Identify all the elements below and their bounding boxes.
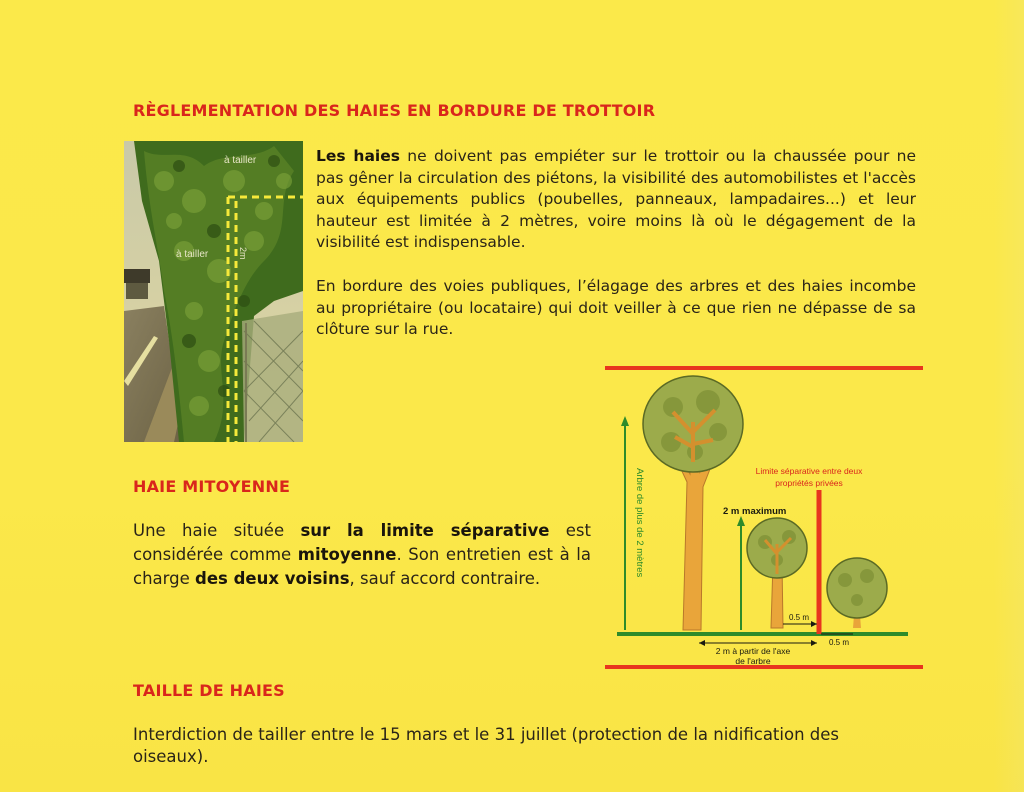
mitoyenne-text-2: est considérée comme [133, 521, 592, 564]
hedge-photo-illustration [124, 141, 303, 442]
scan-edge-shade [994, 0, 1024, 792]
limit-label-1: Limite séparative entre deux [755, 466, 863, 476]
photo-label-side: à tailler [176, 249, 209, 260]
mitoyenne-bold-3: des deux voisins [195, 569, 350, 588]
paragraph-haies-text: ne doivent pas empiéter sur le trottoir ou la chaussée pour ne pas gêner la circulation des piétons, la visibilité des automobilistes et l'accès aux équipements publics (poubelles, panneaux, lampadaires...) et leur hauteur est limitée à 2 mètres, voire moins là où le dégagement de la visibilité est indispensable. [316, 147, 916, 252]
axis-label-2: de l'arbre [735, 656, 771, 666]
dist-label-2: 0.5 m [829, 638, 850, 647]
section-title-taille: TAILLE DE HAIES [133, 681, 285, 700]
mitoyenne-bold-1: sur la limite séparative [300, 521, 550, 540]
hedge-distance-diagram [603, 362, 925, 672]
mitoyenne-text-1: Une haie située [133, 521, 301, 540]
hedge-photo [124, 141, 303, 442]
paragraph-haies [316, 146, 916, 254]
axis-label-1: 2 m à partir de l'axe [715, 646, 791, 656]
photo-label-top: à tailler [224, 155, 257, 166]
section-title-trottoir: RÈGLEMENTATION DES HAIES EN BORDURE DE TROTTOIR [133, 101, 656, 120]
paragraph-elagage: En bordure des voies publiques, l’élagage des arbres et des haies incombe au propriétaire (ou locataire) qui doit veiller à ce que rien ne dépasse de sa clôture sur la rue. [316, 277, 916, 339]
big-tree-foliage [643, 376, 743, 472]
bold-les-haies: Les haies [316, 147, 400, 165]
paragraph-mitoyenne [133, 519, 591, 591]
label-2m-max: 2 m maximum [723, 506, 787, 517]
limit-label-2: propriétés privées [775, 478, 843, 488]
dist-label-1: 0.5 m [789, 613, 810, 622]
paragraph-taille: Interdiction de tailler entre le 15 mars et le 31 juillet (protection de la nidification des oiseaux). [133, 725, 840, 766]
label-big-tree: Arbre de plus de 2 mètres [634, 468, 645, 578]
mitoyenne-text-4: , sauf accord contraire. [349, 569, 541, 588]
section-title-mitoyenne: HAIE MITOYENNE [133, 477, 291, 496]
mitoyenne-bold-2: mitoyenne [297, 545, 397, 564]
diagram-illustration [603, 362, 925, 672]
photo-label-height: 2m [238, 247, 248, 260]
mitoyenne-text-3: . Son entretien est à la charge [133, 545, 591, 588]
